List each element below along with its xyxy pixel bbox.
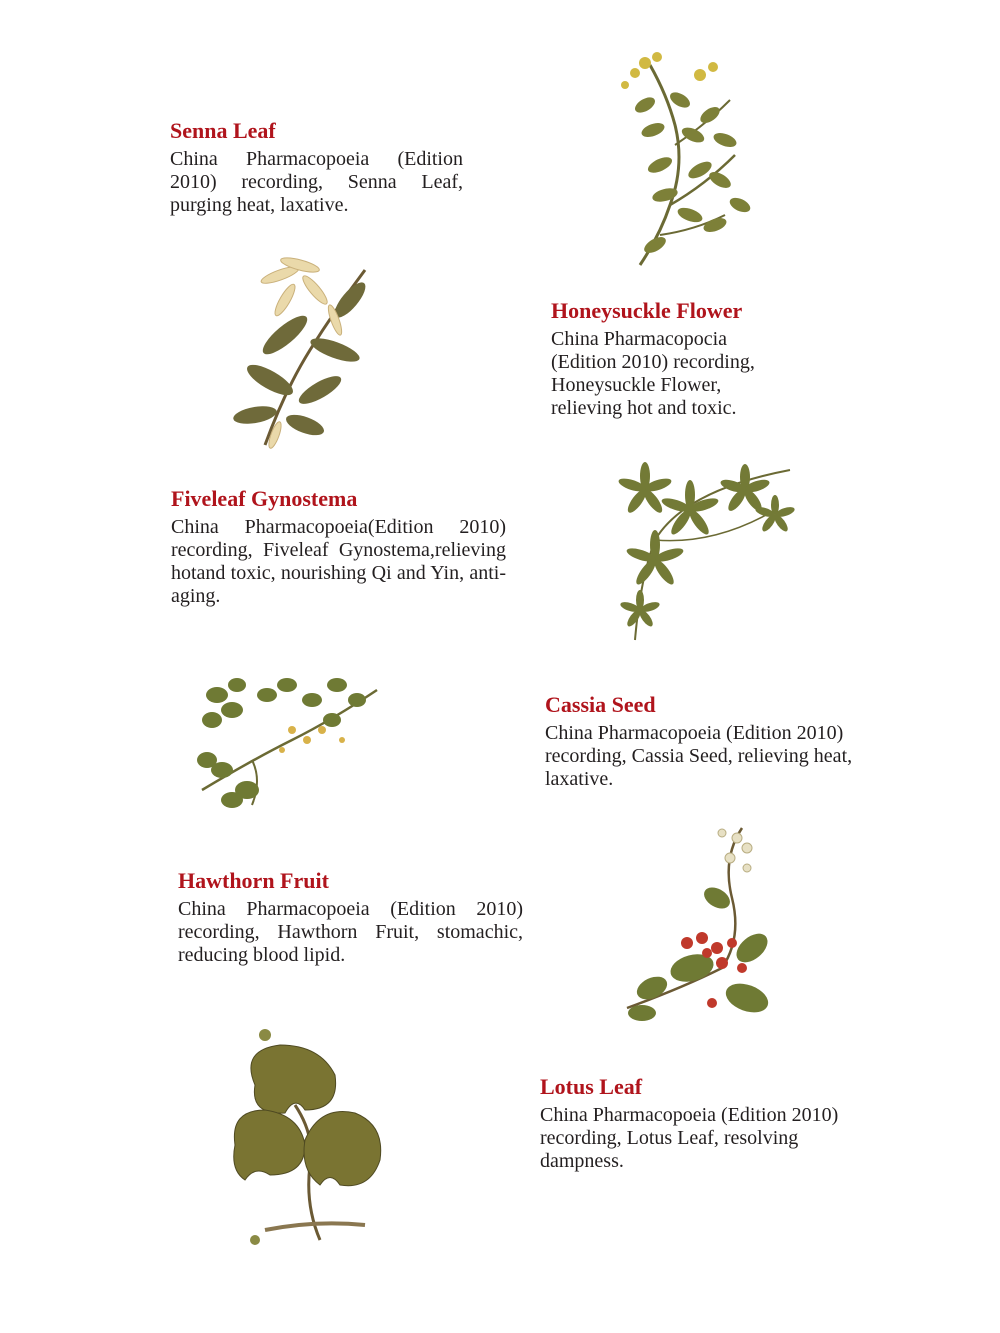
herb-title: Senna Leaf [170,118,276,143]
herb-title: Lotus Leaf [540,1074,643,1099]
hawthorn-plant-illustration [622,818,772,1023]
herb-description: China Pharmacopocia (Edition 2010) recording, Honeysuckle Flower, relieving hot and toxic. [551,328,755,419]
herb-description: China Pharmacopoeia (Edition 2010) recording, Senna Leaf, purging heat, laxative. [170,148,463,216]
herb-honeysuckle-flower [551,298,791,420]
herb-description: China Pharmacopoeia(Edition 2010) recording, Fiveleaf Gynostema,relieving hotand toxic, nourishing Qi and Yin, anti-aging. [171,516,506,607]
herb-senna-leaf [170,118,463,217]
honeysuckle-plant-illustration [225,240,390,455]
herb-description: China Pharmacopoeia (Edition 2010) recording, Cassia Seed, relieving heat, laxative. [545,722,853,790]
herb-title: Hawthorn Fruit [178,868,329,893]
herb-description: China Pharmacopoeia (Edition 2010) recording, Lotus Leaf, resolving dampness. [540,1104,839,1172]
herb-title: Fiveleaf Gynostema [171,486,358,511]
herb-lotus-leaf [540,1074,885,1173]
herb-description: China Pharmacopoeia (Edition 2010) recording, Hawthorn Fruit, stomachic, reducing blood lipid. [178,898,523,966]
herb-cassia-seed [545,692,890,791]
herb-hawthorn-fruit [178,868,523,967]
herb-title: Cassia Seed [545,692,656,717]
gynostemma-plant-illustration [615,450,800,650]
herb-fiveleaf-gynostema [171,486,506,608]
lotus-plant-illustration [225,1025,390,1245]
senna-plant-illustration [605,45,755,270]
cassia-plant-illustration [192,670,382,810]
herb-title: Honeysuckle Flower [551,298,743,323]
